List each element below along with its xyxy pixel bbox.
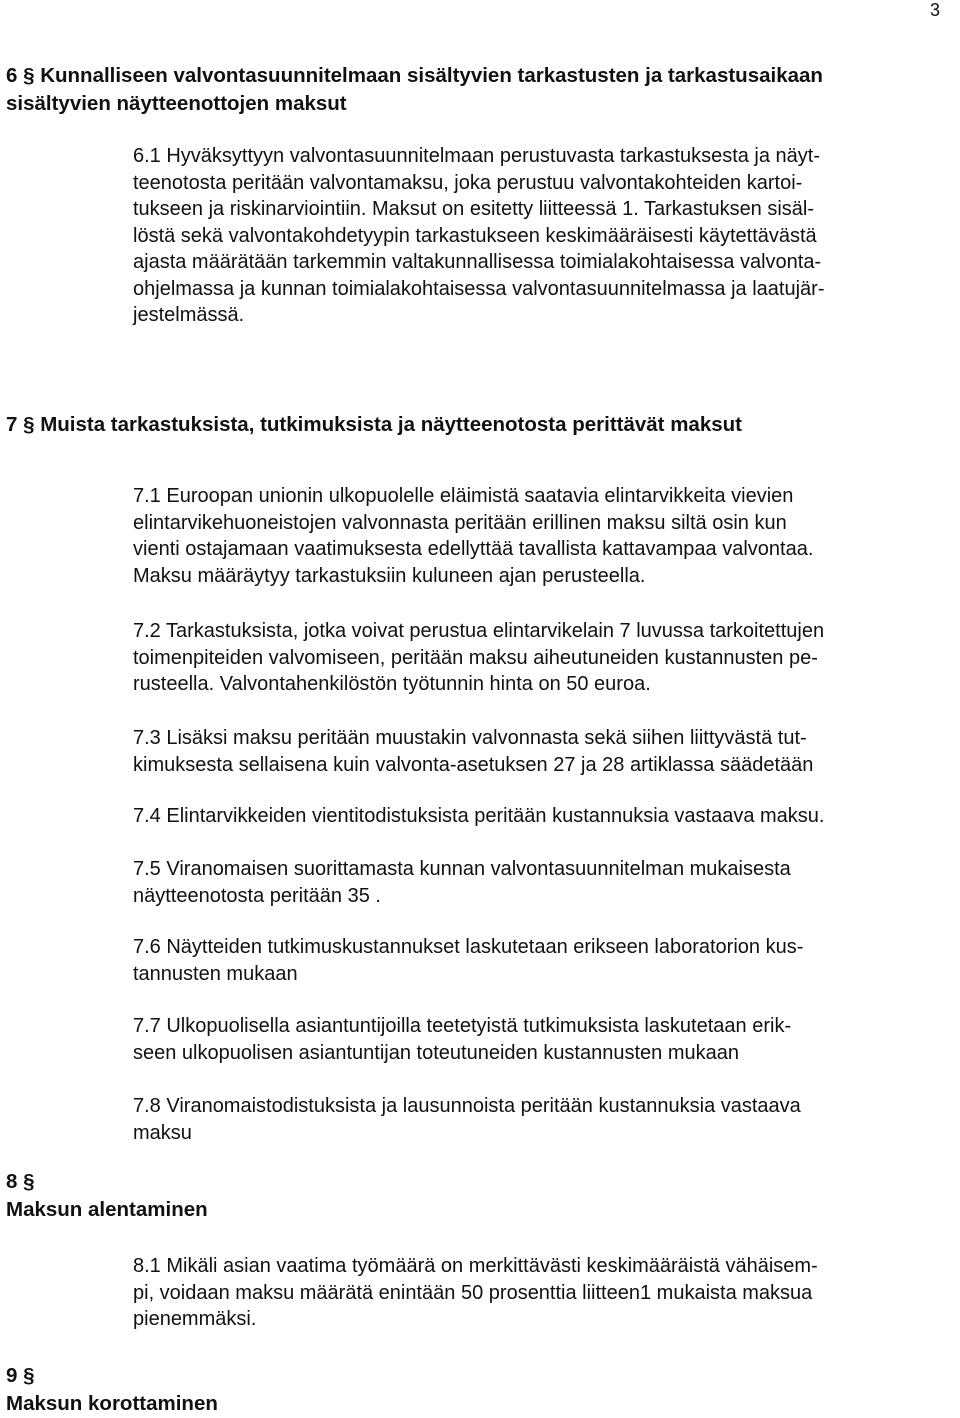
heading-line: 6 § Kunnalliseen valvontasuunnitelmaan sisältyvien tarkastusten ja tarkastusaikaan bbox=[6, 64, 823, 87]
section-7-heading: 7 § Muista tarkastuksista, tutkimuksista ja näytteenotosta perittävät maksut bbox=[6, 413, 742, 436]
paragraph-7-3 bbox=[133, 725, 813, 778]
text-line: 7.5 Viranomaisen suorittamasta kunnan valvontasuunnitelman mukaisesta bbox=[133, 858, 791, 880]
heading-line: Maksun alentaminen bbox=[6, 1198, 208, 1221]
heading-line: Maksun korottaminen bbox=[6, 1392, 218, 1415]
text-line: pienemmäksi. bbox=[133, 1308, 257, 1330]
text-line: kimuksesta sellaisena kuin valvonta-asetuksen 27 ja 28 artiklassa säädetään bbox=[133, 753, 814, 776]
paragraph-7-4 bbox=[133, 803, 824, 830]
text-line: 8.1 Mikäli asian vaatima työmäärä on merkittävästi keskimääräistä vähäisem- bbox=[133, 1255, 818, 1277]
paragraph-7-2 bbox=[133, 618, 824, 698]
heading-line: sisältyvien näytteenottojen maksut bbox=[6, 92, 347, 115]
text-line: elintarvikehuoneistojen valvonnasta peritään erillinen maksu siltä osin kun bbox=[133, 511, 787, 534]
text-line: 7.3 Lisäksi maksu peritään muustakin valvonnasta sekä siihen liittyvästä tut- bbox=[133, 727, 807, 749]
text-line: rusteella. Valvontahenkilöstön työtunnin hinta on 50 euroa. bbox=[133, 673, 651, 695]
text-line: jestelmässä. bbox=[133, 304, 245, 326]
heading-line: 9 § bbox=[6, 1364, 35, 1387]
text-line: toimenpiteiden valvomiseen, peritään maksu aiheutuneiden kustannusten pe- bbox=[133, 646, 818, 669]
paragraph-7-5 bbox=[133, 856, 791, 909]
paragraph-6-1 bbox=[133, 143, 825, 329]
text-line: 6.1 Hyväksyttyyn valvontasuunnitelmaan perustuvasta tarkastuksesta ja näyt- bbox=[133, 145, 821, 167]
section-9-heading bbox=[6, 1362, 218, 1418]
text-line: 7.2 Tarkastuksista, jotka voivat perustua elintarvikelain 7 luvussa tarkoitettujen bbox=[133, 620, 825, 642]
paragraph-7-1 bbox=[133, 483, 813, 589]
text-line: löstä sekä valvontakohdetyypin tarkastukseen keskimääräisesti käytettävästä bbox=[133, 224, 817, 247]
page-number: 3 bbox=[930, 0, 941, 20]
text-line: ohjelmassa ja kunnan toimialakohtaisessa valvontasuunnitelmassa ja laatujär- bbox=[133, 277, 825, 300]
text-line: näytteenotosta peritään 35 . bbox=[133, 884, 381, 907]
section-6-heading bbox=[6, 62, 956, 118]
text-line: 7.8 Viranomaistodistuksista ja lausunnoista peritään kustannuksia vastaava bbox=[133, 1095, 801, 1117]
text-line: ajasta määrätään tarkemmin valtakunnallisessa toimialakohtaisessa valvonta- bbox=[133, 251, 822, 273]
text-line: 7.4 Elintarvikkeiden vientitodistuksista peritään kustannuksia vastaava maksu. bbox=[133, 805, 825, 827]
text-line: 7.6 Näytteiden tutkimuskustannukset laskutetaan erikseen laboratorion kus- bbox=[133, 936, 804, 958]
paragraph-7-8 bbox=[133, 1093, 801, 1146]
text-line: 7.7 Ulkopuolisella asiantuntijoilla teetetyistä tutkimuksista laskutetaan erik- bbox=[133, 1015, 792, 1037]
paragraph-7-6 bbox=[133, 934, 803, 987]
text-line: Maksu määräytyy tarkastuksiin kuluneen ajan perusteella. bbox=[133, 564, 646, 587]
text-line: teenotosta peritään valvontamaksu, joka perustuu valvontakohteiden kartoi- bbox=[133, 171, 803, 194]
section-8-heading bbox=[6, 1168, 208, 1224]
text-line: seen ulkopuolisen asiantuntijan toteutuneiden kustannusten mukaan bbox=[133, 1041, 739, 1064]
text-line: vienti ostajamaan vaatimuksesta edellyttää tavallista kattavampaa valvontaa. bbox=[133, 538, 814, 560]
text-line: pi, voidaan maksu määrätä enintään 50 prosenttia liitteen1 mukaista maksua bbox=[133, 1281, 813, 1304]
text-line: tannusten mukaan bbox=[133, 962, 298, 985]
text-line: 7.1 Euroopan unionin ulkopuolelle eläimistä saatavia elintarvikkeita vievien bbox=[133, 485, 794, 507]
text-line: tukseen ja riskinarviointiin. Maksut on esitetty liitteessä 1. Tarkastuksen sisäl- bbox=[133, 198, 815, 220]
heading-line: 8 § bbox=[6, 1170, 35, 1193]
paragraph-7-7 bbox=[133, 1013, 791, 1066]
paragraph-8-1 bbox=[133, 1253, 818, 1333]
text-line: maksu bbox=[133, 1121, 192, 1144]
